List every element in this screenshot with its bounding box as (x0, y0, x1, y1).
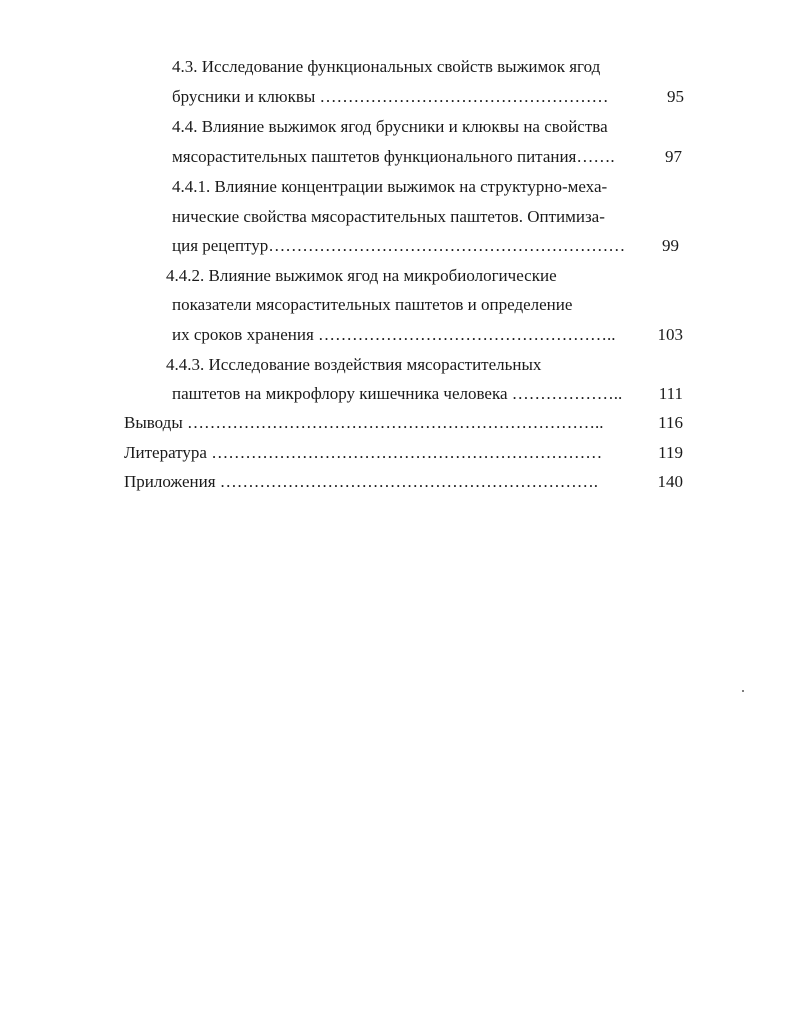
toc-page-number: 99 (662, 236, 679, 255)
toc-page-number: 111 (658, 384, 683, 403)
toc-entry-line: Литература …………………………………………………………… (124, 443, 603, 462)
scan-speck (742, 690, 744, 692)
toc-entry-line: паштетов на микрофлору кишечника человека ……………….. (172, 384, 623, 403)
toc-page-number: 116 (658, 413, 683, 432)
toc-entry-line: их сроков хранения …………………………………………….. (172, 325, 616, 344)
toc-entry-line: ция рецептур……………………………………………………… (172, 236, 626, 255)
toc-entry-line: нические свойства мясорастительных паштетов. Оптимиза- (172, 207, 605, 226)
toc-entry-line: брусники и клюквы …………………………………………… (172, 87, 609, 106)
toc-entry-line: Приложения …………………………………………………………. (124, 472, 599, 491)
toc-entry-line: 4.4.3. Исследование воздействия мясорастительных (166, 355, 542, 374)
toc-page-number: 119 (658, 443, 683, 462)
toc-entry-line: мясорастительных паштетов функционального питания……. (172, 147, 615, 166)
toc-page-number: 140 (657, 472, 683, 491)
toc-page-number: 97 (665, 147, 682, 166)
toc-page-number: 103 (657, 325, 683, 344)
toc-entry-line: показатели мясорастительных паштетов и определение (172, 295, 573, 314)
toc-entry-line: 4.4.2. Влияние выжимок ягод на микробиологические (166, 266, 557, 285)
toc-entry-line: Выводы ……………………………………………………………….. (124, 413, 604, 432)
toc-page-number: 95 (667, 87, 684, 106)
toc-entry-line: 4.3. Исследование функциональных свойств выжимок ягод (172, 57, 601, 76)
toc-entry-line: 4.4.1. Влияние концентрации выжимок на структурно-меха- (172, 177, 608, 196)
toc-entry-line: 4.4. Влияние выжимок ягод брусники и клюквы на свойства (172, 117, 608, 136)
